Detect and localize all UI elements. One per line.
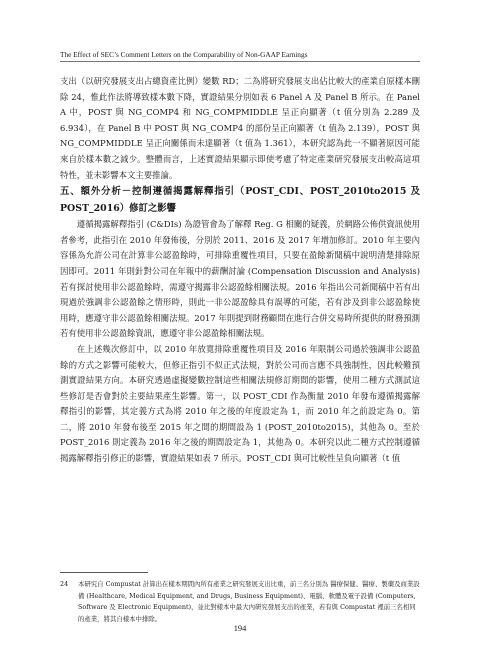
paragraph-cdi-background: 遵循揭露解釋指引 (C&DIs) 為證管會為了解釋 Reg. G 相關的疑義，於網路公佈供資訊使用者參考，此指引在 2010 年發佈後，分別於 2011、2016 及 2017 年增加修訂。2010 年主要內容係為允許公司在計算非公認盈餘時，可排除重覆性項目，只要在盈餘新聞稿中說明清楚排除原因即可。2011 年則針對公司在年報中的薪酬討論 (Compensation Discussion and Analysis) 若有探討使用非公認盈餘時，需遵守揭露非公認盈餘相關法規。2016 年指出公司新聞稿中若有出現過於強調非公認盈餘之情形時，則此一非公認盈餘具有誤導的可能，若有涉及到非公認盈餘使用時，應遵守非公認盈餘相關法規。2017 年則提到財務顧問在進行合併交易時所提供的財務預測若有使用非公認盈餘資訊，應遵守非公認盈餘相關法規。 (60, 219, 420, 339)
header-rule (60, 61, 420, 62)
section-heading: 五、額外分析－控制遵循揭露解釋指引（POST_CDI、POST_2010to2015 及 POST_2016）修訂之影響 (60, 186, 420, 215)
footnote-text: 本研究自 Compustat 計算出在樣本期間內所有產業之研究發展支出比重，前三名分別為 醫療保健、醫療、製藥及商業設備 (Healthcare, Medical Equipment, and Drugs, Business Equipment)、電腦、軟體及電子設備 (Computers, Software 及 Electronic Equipment)，並比對樣本中最大內研究發展支出的產業，若有與 Compustat 裡前三名相同的產業，將其自樣本中排除。 (78, 580, 420, 623)
running-header: The Effect of SEC’s Comment Letters on the Comparability of Non-GAAP Earnings (60, 50, 308, 59)
main-text (60, 74, 420, 467)
paragraph-cdi-method: 在上述幾次修訂中，以 2010 年放寬排除重覆性項目及 2016 年限制公司過於強調非公認盈餘的方式之影響可能較大，但修正指引不似正式法規，對於公司而言應不具強制性，因此較難預測實證結果方向。本研究透過虛擬變數控制這些相關法規修訂期間的影響，使用二種方式測試這些修訂是否會對於主要結果產生影響。第一，以 POST_CDI 作為衡量 2010 年發布遵循揭露解釋指引的影響，其定義方式為將 2010 年之後的年度設定為 1，而 2010 年之前設定為 0。第二，將 2010 年發布後至 2015 年之間的期間設為 1 (POST_2010to2015)，其他為 0。至於 POST_2016 則定義為 2016 年之後的期間設定為 1，其他為 0。本研究以此二種方式控制遵循揭露解釋指引修正的影響，實證結果如表 7 所示。POST_CDI 與可比較性呈負向顯著（t 值 (60, 343, 420, 464)
paragraph-robustness: 支出（以研究發展支出占總資產比例）變數 RD；二為將研究發展支出佔比較大的產業自原樣本刪除 24，惟此作法將導致樣本數下降，實證結果分別如表 6 Panel A 及 Panel B 所示。在 Panel A 中，POST 與 NG_COMP4 和 NG_COMPMIDDLE 呈正向顯著（t 值分別為 2.289 及 6.934），在 Panel B 中 POST 與 NG_COMP4 的部份呈正向顯著（t 值為 2.139），POST 與 NG_COMPMIDDLE 呈正向關係而未達顯著（t 值為 1.361），本研究認為此一不顯著原因可能來自於樣本數之減少。整體而言，上述實證結果顯示即使考慮了特定產業研究發展支出較高這項特性，並未影響本文主要推論。 (60, 76, 420, 180)
footnote-number: 24 (60, 580, 69, 588)
footnote-rule (60, 572, 148, 573)
page-number: 194 (233, 624, 247, 633)
footnote (60, 579, 420, 625)
